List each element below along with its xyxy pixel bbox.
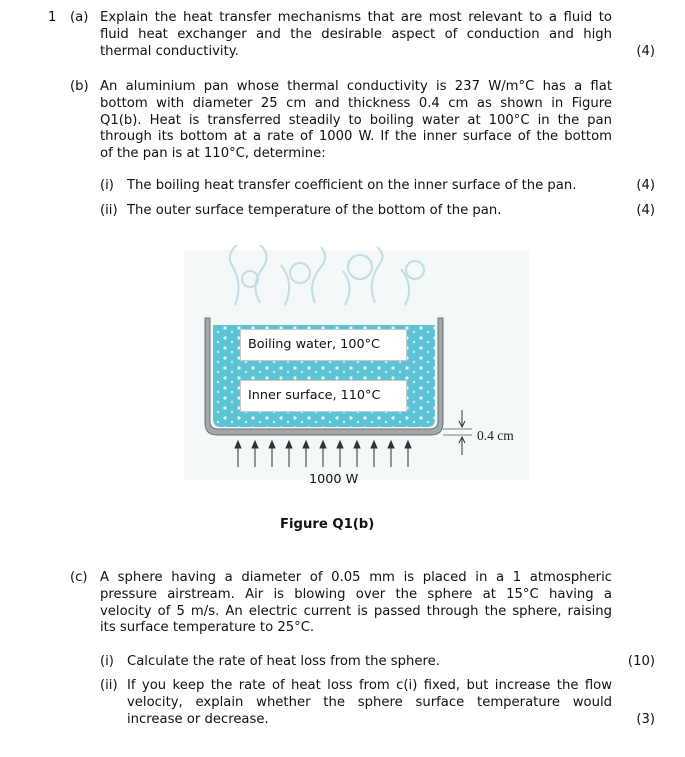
boiling-water-label: Boiling water, 100°C	[240, 329, 407, 361]
subpart-text: Calculate the rate of heat loss from the sphere.	[127, 654, 440, 669]
part-b-subpart-ii	[100, 203, 501, 218]
part-c-subpart-i	[100, 654, 440, 669]
subpart-text: The outer surface temperature of the bottom of the pan.	[127, 203, 502, 218]
subpart-text: The boiling heat transfer coefficient on the inner surface of the pan.	[127, 178, 577, 193]
subpart-line: increase or decrease.	[127, 711, 269, 727]
subpart-line: velocity, explain whether the sphere surface temperature would	[127, 694, 612, 710]
part-a-line: Explain the heat transfer mechanisms that are most relevant to a fluid to	[100, 10, 612, 25]
pan-figure	[180, 245, 540, 505]
part-c-line: velocity of 5 m/s. An electric current is passed through the sphere, raising	[100, 603, 612, 619]
part-c-text	[100, 570, 612, 637]
part-b-line: An aluminium pan whose thermal conductivity is 237 W/m°C has a flat	[100, 79, 612, 94]
part-c-i-marks: (10)	[627, 654, 655, 669]
part-b-line: through its bottom at a rate of 1000 W. If the inner surface of the bottom	[100, 129, 612, 145]
part-a-marks: (4)	[636, 44, 655, 59]
thickness-label: 0.4 cm	[477, 428, 514, 443]
question-number: 1	[48, 10, 57, 25]
part-b-line: bottom with diameter 25 cm and thickness 0.4 cm as shown in Figure	[100, 95, 612, 111]
subpart-line: If you keep the rate of heat loss from c(i) fixed, but increase the flow	[127, 678, 612, 693]
part-b-subpart-i	[100, 178, 576, 193]
part-c-line: its surface temperature to 25°C.	[100, 620, 315, 636]
part-a-text	[100, 10, 612, 60]
pan-diagram	[180, 245, 540, 505]
part-b-line: Q1(b). Heat is transferred steadily to boiling water at 100°C in the pan	[100, 112, 612, 128]
part-c-ii-marks: (3)	[636, 712, 655, 727]
part-b-line: of the pan is at 110°C, determine:	[100, 146, 326, 162]
part-c-line: pressure airstream. Air is blowing over the sphere at 15°C having a	[100, 586, 612, 602]
part-c-label: (c)	[70, 570, 88, 585]
part-b-text	[100, 79, 612, 163]
part-a-line: thermal conductivity.	[100, 43, 239, 59]
part-a-line: fluid heat exchanger and the desirable aspect of conduction and high	[100, 26, 612, 42]
part-c-line: A sphere having a diameter of 0.05 mm is placed in a 1 atmospheric	[100, 570, 612, 585]
inner-surface-label: Inner surface, 110°C	[240, 380, 407, 412]
figure-caption: Figure Q1(b)	[280, 517, 375, 532]
part-b-label: (b)	[70, 79, 89, 94]
part-a-label: (a)	[70, 10, 89, 25]
subpart-number: (ii)	[100, 203, 118, 218]
part-c-subpart-ii	[127, 678, 612, 728]
part-c-subpart-ii-number: (ii)	[100, 678, 118, 693]
subpart-number: (i)	[100, 654, 114, 669]
subpart-number: (i)	[100, 178, 114, 193]
power-label: 1000 W	[309, 472, 359, 487]
part-b-ii-marks: (4)	[636, 203, 655, 218]
part-b-i-marks: (4)	[636, 178, 655, 193]
